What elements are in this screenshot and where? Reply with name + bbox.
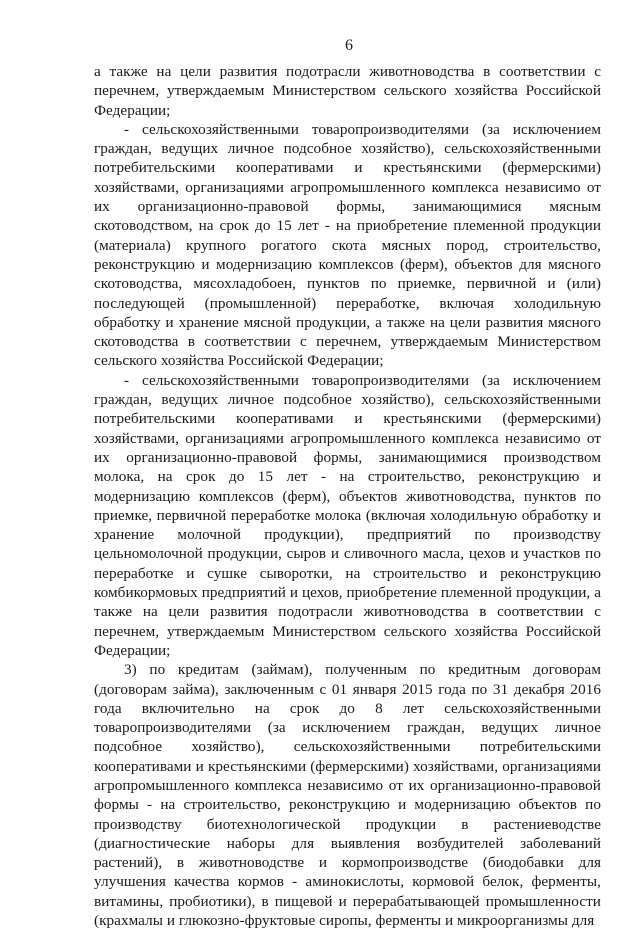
paragraph-item-3: 3) по кредитам (займам), полученным по кредитным договорам (договорам займа), заключенным с 01 января 2015 года по 31 декабря 2016 года включительно на срок до 8 лет сельскохозяйственными товаропроизводителями (за исключением граждан, ведущих личное подсобное хозяйство), сельскохозяйственными потребительскими кооперативами и крестьянскими (фермерскими) хозяйствами, организациями агропромышленного комплекса независимо от их организационно-правовой формы - на строительство, реконструкцию и модернизацию объектов по производству биотехнологической продукции в растениеводстве (диагностические наборы для выявления возбудителей заболеваний растений), в животноводстве и кормопроизводстве (биодобавки для улучшения качества кормов - аминокислоты, кормовой белок, ферменты, витамины, пробиотики), в пищевой и перерабатывающей промышленности (крахмалы и глюкозно-фруктовые сиропы, ферменты и микроорганизмы для — [94, 661, 601, 930]
paragraph-continuation: а также на цели развития подотрасли животноводства в соответствии с перечнем, утверждаемым Министерством сельского хозяйства Российской Федерации; — [94, 63, 601, 119]
document-body — [94, 62, 601, 930]
paragraph-meat-cattle: - сельскохозяйственными товаропроизводителями (за исключением граждан, ведущих личное подсобное хозяйство), сельскохозяйственными потребительскими кооперативами и крестьянскими (фермерскими) хозяйствами, организациями агропромышленного комплекса независимо от их организационно-правовой формы, занимающимися мясным скотоводством, на срок до 15 лет - на приобретение племенной продукции (материала) крупного рогатого скота мясных пород, строительство, реконструкцию и модернизацию комплексов (ферм), объектов для мясного скотоводства, мясохладобоен, пунктов по приемке, первичной и (или) последующей (промышленной) переработке, включая холодильную обработку и хранение мясной продукции, а также на цели развития мясного скотоводства в соответствии с перечнем, утверждаемым Министерством сельского хозяйства Российской Федерации; — [94, 120, 601, 370]
page-number: 6 — [345, 37, 353, 54]
paragraph-dairy: - сельскохозяйственными товаропроизводителями (за исключением граждан, ведущих личное подсобное хозяйство), сельскохозяйственными потребительскими кооперативами и крестьянскими (фермерскими) хозяйствами, организациями агропромышленного комплекса независимо от их организационно-правовой формы, занимающимися производством молока, на срок до 15 лет - на строительство, реконструкцию и модернизацию комплексов (ферм), объектов животноводства, пунктов по приемке, первичной переработке молока (включая холодильную обработку и хранение молочной продукции), предприятий по производству цельномолочной продукции, сыров и сливочного масла, цехов и участков по переработке и сушке сыворотки, на строительство и реконструкцию комбикормовых предприятий и цехов, приобретение племенной продукции, а также на цели развития подотрасли животноводства в соответствии с перечнем, утверждаемым Министерством сельского хозяйства Российской Федерации; — [94, 371, 601, 659]
